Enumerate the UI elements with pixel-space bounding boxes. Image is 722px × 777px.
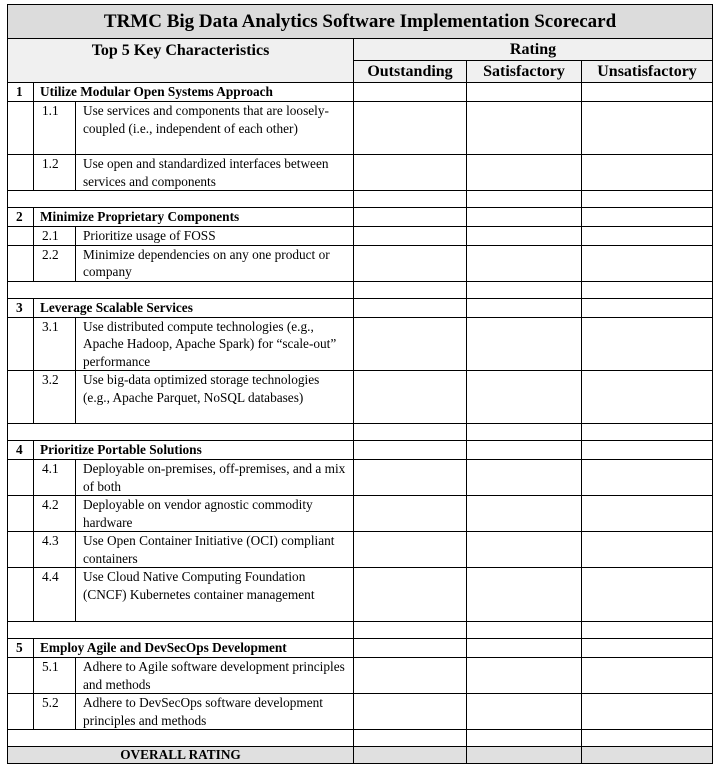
item-1.2-rating-outstanding[interactable] (354, 155, 467, 191)
spacer-cell (354, 730, 467, 747)
item-4.1-rating-satisfactory[interactable] (467, 460, 582, 496)
spacer-row (8, 730, 713, 747)
item-indent (8, 155, 34, 191)
section-2-rating-outstanding[interactable] (354, 208, 467, 227)
item-4.2-rating-outstanding[interactable] (354, 496, 467, 532)
section-row (8, 441, 713, 460)
item-text: Use services and components that are loosely-coupled (i.e., independent of each other) (76, 102, 354, 155)
item-indent (8, 658, 34, 694)
section-4-rating-outstanding[interactable] (354, 441, 467, 460)
section-number: 5 (8, 639, 34, 658)
section-3-rating-satisfactory[interactable] (467, 298, 582, 317)
item-indent (8, 371, 34, 424)
spacer-cell (582, 191, 713, 208)
item-text: Use open and standardized interfaces between services and components (76, 155, 354, 191)
item-row (8, 245, 713, 281)
spacer-cell (467, 281, 582, 298)
item-row (8, 694, 713, 730)
spacer-cell (467, 424, 582, 441)
item-4.3-rating-satisfactory[interactable] (467, 532, 582, 568)
overall-rating-label: OVERALL RATING (8, 747, 354, 764)
spacer-cell (467, 730, 582, 747)
section-4-rating-unsatisfactory[interactable] (582, 441, 713, 460)
item-2.2-rating-satisfactory[interactable] (467, 245, 582, 281)
item-row (8, 371, 713, 424)
item-row (8, 317, 713, 371)
item-1.2-rating-satisfactory[interactable] (467, 155, 582, 191)
overall-rating-outstanding[interactable] (354, 747, 467, 764)
section-title: Minimize Proprietary Components (34, 208, 354, 227)
section-row (8, 83, 713, 102)
item-4.3-rating-outstanding[interactable] (354, 532, 467, 568)
spacer-row (8, 281, 713, 298)
section-title: Prioritize Portable Solutions (34, 441, 354, 460)
item-number: 2.2 (34, 245, 76, 281)
item-text: Prioritize usage of FOSS (76, 227, 354, 246)
scorecard-table (7, 4, 713, 764)
spacer-cell (582, 730, 713, 747)
item-number: 4.1 (34, 460, 76, 496)
spacer-row (8, 622, 713, 639)
item-indent (8, 568, 34, 622)
spacer-row (8, 424, 713, 441)
section-1-rating-outstanding[interactable] (354, 83, 467, 102)
section-2-rating-unsatisfactory[interactable] (582, 208, 713, 227)
overall-rating-unsatisfactory[interactable] (582, 747, 713, 764)
item-text: Use Cloud Native Computing Foundation (CNCF) Kubernetes container management (76, 568, 354, 622)
item-5.1-rating-satisfactory[interactable] (467, 658, 582, 694)
item-number: 4.2 (34, 496, 76, 532)
item-text: Use distributed compute technologies (e.g., Apache Hadoop, Apache Spark) for “scale-out” performance (76, 317, 354, 371)
column-satisfactory: Satisfactory (467, 61, 582, 83)
spacer-cell (467, 191, 582, 208)
section-5-rating-satisfactory[interactable] (467, 639, 582, 658)
item-3.2-rating-satisfactory[interactable] (467, 371, 582, 424)
item-3.1-rating-unsatisfactory[interactable] (582, 317, 713, 371)
item-2.2-rating-outstanding[interactable] (354, 245, 467, 281)
section-title: Leverage Scalable Services (34, 298, 354, 317)
item-4.2-rating-satisfactory[interactable] (467, 496, 582, 532)
item-text: Adhere to Agile software development principles and methods (76, 658, 354, 694)
spacer-cell (354, 281, 467, 298)
spacer-cell (582, 424, 713, 441)
item-number: 3.2 (34, 371, 76, 424)
item-number: 2.1 (34, 227, 76, 246)
spacer-cell (8, 191, 354, 208)
section-1-rating-unsatisfactory[interactable] (582, 83, 713, 102)
section-title: Utilize Modular Open Systems Approach (34, 83, 354, 102)
item-2.1-rating-outstanding[interactable] (354, 227, 467, 246)
item-indent (8, 227, 34, 246)
spacer-cell (467, 622, 582, 639)
section-2-rating-satisfactory[interactable] (467, 208, 582, 227)
item-5.1-rating-unsatisfactory[interactable] (582, 658, 713, 694)
section-row (8, 639, 713, 658)
item-1.1-rating-unsatisfactory[interactable] (582, 102, 713, 155)
item-number: 3.1 (34, 317, 76, 371)
spacer-cell (8, 281, 354, 298)
item-indent (8, 694, 34, 730)
item-indent (8, 496, 34, 532)
item-number: 4.3 (34, 532, 76, 568)
section-title: Employ Agile and DevSecOps Development (34, 639, 354, 658)
section-number: 4 (8, 441, 34, 460)
section-1-rating-satisfactory[interactable] (467, 83, 582, 102)
spacer-cell (582, 281, 713, 298)
item-text: Adhere to DevSecOps software development principles and methods (76, 694, 354, 730)
item-2.1-rating-unsatisfactory[interactable] (582, 227, 713, 246)
item-indent (8, 460, 34, 496)
item-text: Use big-data optimized storage technologies (e.g., Apache Parquet, NoSQL databases) (76, 371, 354, 424)
column-unsatisfactory: Unsatisfactory (582, 61, 713, 83)
item-2.2-rating-unsatisfactory[interactable] (582, 245, 713, 281)
item-4.2-rating-unsatisfactory[interactable] (582, 496, 713, 532)
item-4.1-rating-unsatisfactory[interactable] (582, 460, 713, 496)
item-4.1-rating-outstanding[interactable] (354, 460, 467, 496)
item-row (8, 658, 713, 694)
item-1.2-rating-unsatisfactory[interactable] (582, 155, 713, 191)
scorecard-title: TRMC Big Data Analytics Software Implementation Scorecard (8, 5, 713, 39)
item-5.1-rating-outstanding[interactable] (354, 658, 467, 694)
section-3-rating-outstanding[interactable] (354, 298, 467, 317)
rating-header: Rating (354, 39, 713, 61)
overall-row (8, 747, 713, 764)
item-text: Use Open Container Initiative (OCI) compliant containers (76, 532, 354, 568)
item-text: Deployable on vendor agnostic commodity hardware (76, 496, 354, 532)
item-5.2-rating-outstanding[interactable] (354, 694, 467, 730)
item-4.4-rating-unsatisfactory[interactable] (582, 568, 713, 622)
column-outstanding: Outstanding (354, 61, 467, 83)
section-number: 3 (8, 298, 34, 317)
section-3-rating-unsatisfactory[interactable] (582, 298, 713, 317)
item-2.1-rating-satisfactory[interactable] (467, 227, 582, 246)
item-row (8, 227, 713, 246)
item-number: 5.2 (34, 694, 76, 730)
item-4.3-rating-unsatisfactory[interactable] (582, 532, 713, 568)
spacer-cell (8, 424, 354, 441)
spacer-cell (354, 622, 467, 639)
item-3.2-rating-outstanding[interactable] (354, 371, 467, 424)
item-indent (8, 317, 34, 371)
item-3.2-rating-unsatisfactory[interactable] (582, 371, 713, 424)
spacer-cell (582, 622, 713, 639)
item-row (8, 155, 713, 191)
spacer-cell (354, 191, 467, 208)
item-row (8, 460, 713, 496)
item-1.1-rating-outstanding[interactable] (354, 102, 467, 155)
item-indent (8, 245, 34, 281)
spacer-cell (8, 622, 354, 639)
item-indent (8, 102, 34, 155)
section-4-rating-satisfactory[interactable] (467, 441, 582, 460)
section-row (8, 298, 713, 317)
item-text: Minimize dependencies on any one product or company (76, 245, 354, 281)
item-row (8, 532, 713, 568)
item-1.1-rating-satisfactory[interactable] (467, 102, 582, 155)
section-5-rating-outstanding[interactable] (354, 639, 467, 658)
scorecard (7, 4, 712, 764)
item-row (8, 102, 713, 155)
item-3.1-rating-outstanding[interactable] (354, 317, 467, 371)
characteristics-header: Top 5 Key Characteristics (8, 39, 354, 83)
section-number: 2 (8, 208, 34, 227)
item-3.1-rating-satisfactory[interactable] (467, 317, 582, 371)
item-5.2-rating-unsatisfactory[interactable] (582, 694, 713, 730)
overall-rating-satisfactory[interactable] (467, 747, 582, 764)
item-5.2-rating-satisfactory[interactable] (467, 694, 582, 730)
section-row (8, 208, 713, 227)
item-number: 1.2 (34, 155, 76, 191)
item-4.4-rating-satisfactory[interactable] (467, 568, 582, 622)
item-row (8, 568, 713, 622)
section-number: 1 (8, 83, 34, 102)
section-5-rating-unsatisfactory[interactable] (582, 639, 713, 658)
item-row (8, 496, 713, 532)
item-4.4-rating-outstanding[interactable] (354, 568, 467, 622)
spacer-cell (354, 424, 467, 441)
spacer-cell (8, 730, 354, 747)
spacer-row (8, 191, 713, 208)
item-number: 4.4 (34, 568, 76, 622)
item-indent (8, 532, 34, 568)
item-text: Deployable on-premises, off-premises, and a mix of both (76, 460, 354, 496)
item-number: 5.1 (34, 658, 76, 694)
item-number: 1.1 (34, 102, 76, 155)
